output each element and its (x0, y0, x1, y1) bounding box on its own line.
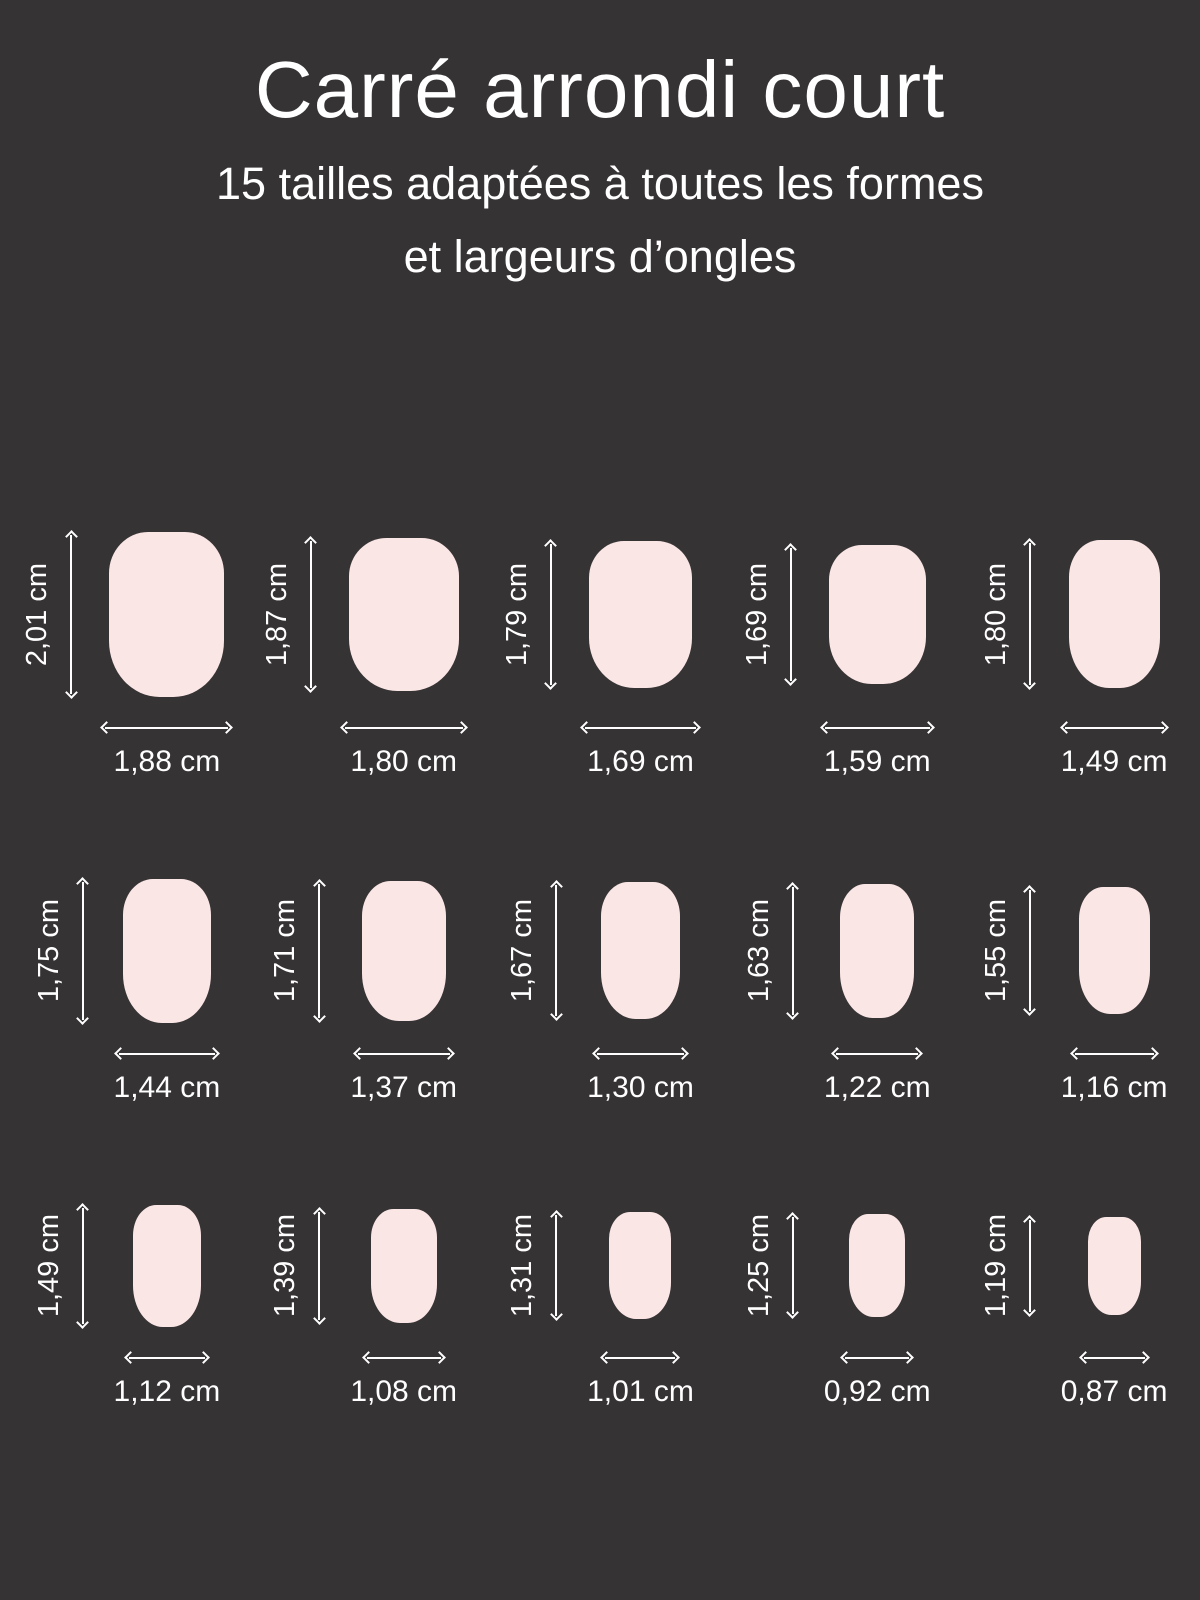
height-label: 1,87 cm (260, 562, 293, 666)
subtitle-line-1: 15 tailles adaptées à toutes les formes (216, 158, 984, 209)
height-label: 1,67 cm (506, 899, 539, 1003)
nail-column (342, 532, 466, 779)
height-arrow-icon (76, 879, 90, 1023)
height-arrow-icon (312, 1209, 326, 1323)
width-arrow-icon (594, 1047, 687, 1061)
nail-shape (109, 532, 224, 697)
page-subtitle (0, 148, 1200, 294)
height-measure (741, 532, 798, 697)
width-label: 1,01 cm (587, 1374, 694, 1408)
width-arrow-icon (1081, 1351, 1148, 1365)
height-arrow-icon (312, 881, 326, 1021)
height-measure (261, 532, 318, 697)
nail-column (1061, 1205, 1168, 1409)
height-label: 1,49 cm (32, 1214, 65, 1318)
height-label: 1,79 cm (500, 562, 533, 666)
nail-shape (840, 884, 914, 1018)
height-arrow-icon (549, 882, 563, 1019)
size-cell (718, 879, 955, 1105)
width-arrow-icon (1062, 721, 1167, 735)
nail-column (114, 879, 221, 1105)
height-measure (21, 532, 78, 697)
size-grid (0, 532, 1200, 1409)
width-label: 1,16 cm (1060, 1070, 1168, 1104)
width-label: 1,30 cm (587, 1070, 694, 1104)
height-measure (743, 1205, 800, 1327)
height-arrow-icon (64, 532, 78, 697)
size-cell (482, 1205, 719, 1409)
height-label: 1,31 cm (506, 1214, 539, 1318)
height-arrow-icon (786, 884, 800, 1018)
height-arrow-icon (1023, 1217, 1037, 1315)
height-measure (269, 1205, 326, 1327)
width-arrow-icon (342, 721, 466, 735)
height-label: 1,63 cm (742, 899, 775, 1003)
width-label: 0,87 cm (1060, 1374, 1168, 1408)
height-measure (980, 879, 1037, 1023)
size-cell (482, 532, 719, 779)
nail-shape (133, 1205, 201, 1327)
height-measure (506, 1205, 563, 1327)
width-arrow-icon (842, 1351, 912, 1365)
height-arrow-icon (544, 541, 558, 688)
nail-shape (371, 1209, 437, 1323)
width-arrow-icon (833, 1047, 921, 1061)
height-label: 1,19 cm (979, 1214, 1012, 1318)
nail-column (102, 532, 231, 779)
height-measure (980, 532, 1037, 697)
width-arrow-icon (602, 1351, 678, 1365)
width-arrow-icon (822, 721, 933, 735)
size-cell (718, 532, 955, 779)
nail-shape (601, 882, 680, 1019)
width-label: 1,37 cm (350, 1070, 458, 1104)
size-cell (245, 879, 482, 1105)
width-label: 1,12 cm (113, 1374, 221, 1408)
height-arrow-icon (1023, 887, 1037, 1014)
width-label: 1,88 cm (113, 744, 221, 778)
size-cell (955, 879, 1192, 1105)
width-label: 1,49 cm (1060, 744, 1168, 778)
size-cell (8, 879, 245, 1105)
height-measure (501, 532, 558, 697)
width-label: 1,44 cm (113, 1070, 221, 1104)
nail-shape (1079, 887, 1150, 1014)
width-arrow-icon (1072, 1047, 1157, 1061)
nail-shape (123, 879, 211, 1023)
width-arrow-icon (126, 1351, 208, 1365)
nail-shape (609, 1212, 671, 1319)
height-arrow-icon (549, 1212, 563, 1319)
width-label: 1,69 cm (587, 744, 694, 778)
nail-column (587, 1205, 694, 1409)
size-cell (482, 879, 719, 1105)
size-cell (245, 1205, 482, 1409)
height-arrow-icon (1023, 540, 1037, 688)
nail-shape (589, 541, 692, 688)
height-measure (743, 879, 800, 1023)
height-arrow-icon (784, 545, 798, 684)
nail-column (587, 879, 694, 1105)
nail-shape (1088, 1217, 1141, 1315)
height-measure (506, 879, 563, 1023)
nail-column (824, 1205, 931, 1409)
nail-shape (849, 1214, 905, 1317)
height-label: 1,39 cm (269, 1214, 302, 1318)
height-measure (980, 1205, 1037, 1327)
size-cell (8, 1205, 245, 1409)
subtitle-line-2: et largeurs d’ongles (403, 230, 797, 282)
size-cell (955, 532, 1192, 779)
height-arrow-icon (786, 1214, 800, 1317)
header (0, 42, 1200, 294)
width-arrow-icon (582, 721, 699, 735)
width-arrow-icon (116, 1047, 218, 1061)
nail-column (824, 879, 931, 1105)
width-label: 1,59 cm (823, 744, 931, 778)
nail-column (582, 532, 699, 779)
nail-column (350, 1205, 457, 1409)
height-arrow-icon (76, 1205, 90, 1327)
size-cell (245, 532, 482, 779)
height-label: 2,01 cm (21, 562, 54, 666)
nail-column (822, 532, 933, 779)
width-arrow-icon (364, 1351, 444, 1365)
height-measure (33, 879, 90, 1023)
width-label: 1,80 cm (350, 744, 458, 778)
nail-column (114, 1205, 221, 1409)
width-arrow-icon (355, 1047, 453, 1061)
height-label: 1,75 cm (32, 899, 65, 1003)
size-cell (8, 532, 245, 779)
size-cell (955, 1205, 1192, 1409)
width-label: 1,22 cm (823, 1070, 931, 1104)
height-label: 1,80 cm (979, 562, 1012, 666)
nail-shape (1069, 540, 1160, 688)
nail-column (1061, 879, 1168, 1105)
width-label: 1,08 cm (350, 1374, 458, 1408)
nail-shape (349, 538, 459, 691)
height-label: 1,55 cm (979, 899, 1012, 1003)
height-label: 1,69 cm (740, 562, 773, 666)
height-measure (33, 1205, 90, 1327)
nail-shape (829, 545, 926, 684)
nail-shape (362, 881, 446, 1021)
nail-column (350, 879, 457, 1105)
size-cell (718, 1205, 955, 1409)
width-arrow-icon (102, 721, 231, 735)
page-title: Carré arrondi court (254, 45, 946, 134)
nail-column (1061, 532, 1168, 779)
height-measure (269, 879, 326, 1023)
height-arrow-icon (304, 538, 318, 691)
width-label: 0,92 cm (823, 1374, 931, 1408)
height-label: 1,71 cm (269, 899, 302, 1003)
height-label: 1,25 cm (742, 1214, 775, 1318)
